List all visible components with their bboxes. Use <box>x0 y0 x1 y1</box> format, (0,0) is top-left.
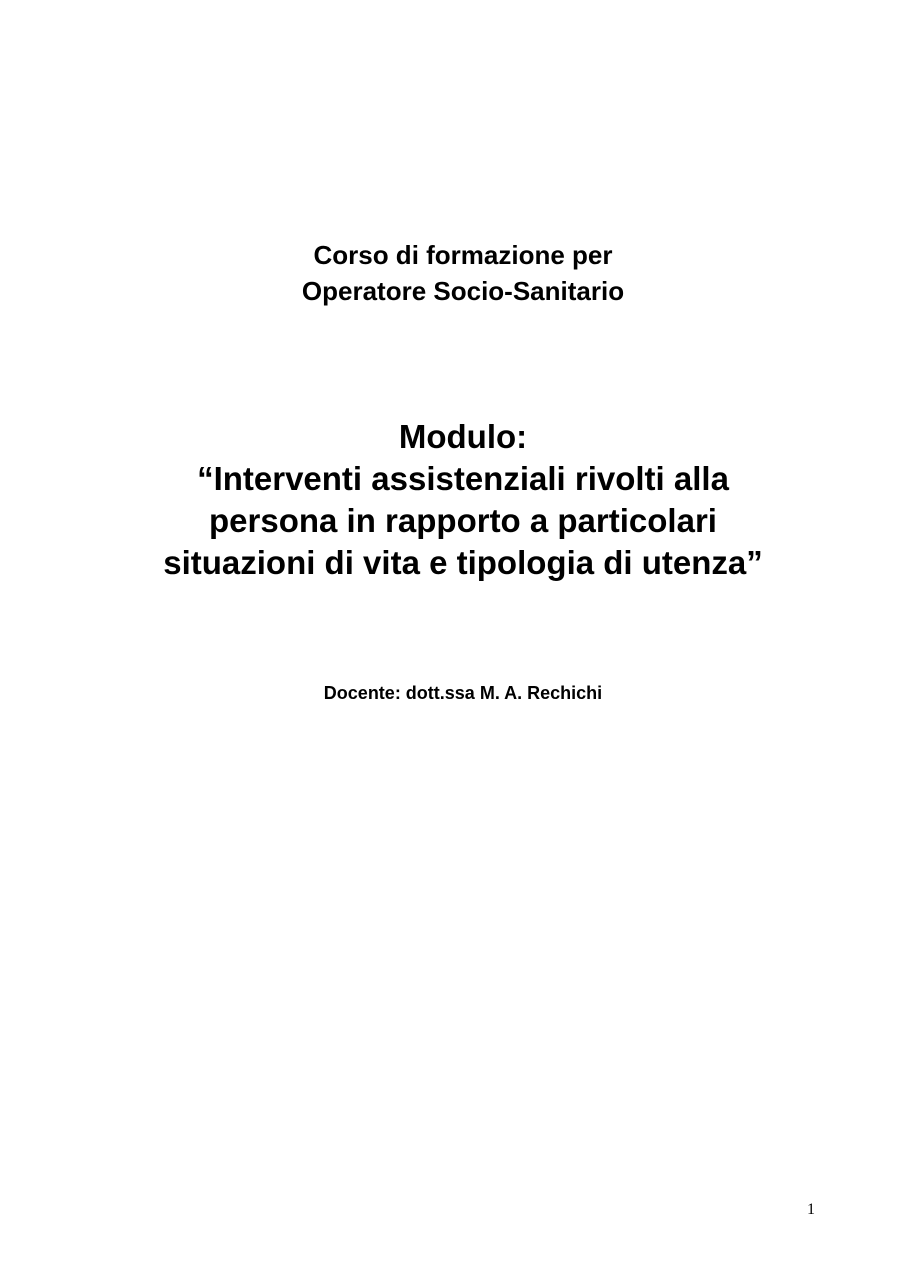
course-title <box>0 237 900 309</box>
module-title-line-3: situazioni di vita e tipologia di utenza” <box>163 544 763 581</box>
course-title-line-1: Corso di formazione per <box>313 240 613 270</box>
teacher-name: Docente: dott.ssa M. A. Rechichi <box>323 683 603 703</box>
module-title <box>0 416 900 584</box>
module-heading: Modulo: <box>398 418 528 455</box>
course-title-line-2: Operatore Socio-Sanitario <box>301 276 625 306</box>
module-title-line-2: persona in rapporto a particolari <box>209 502 717 539</box>
module-title-line-1: “Interventi assistenziali rivolti alla <box>197 460 729 497</box>
page-number: 1 <box>807 1201 815 1218</box>
